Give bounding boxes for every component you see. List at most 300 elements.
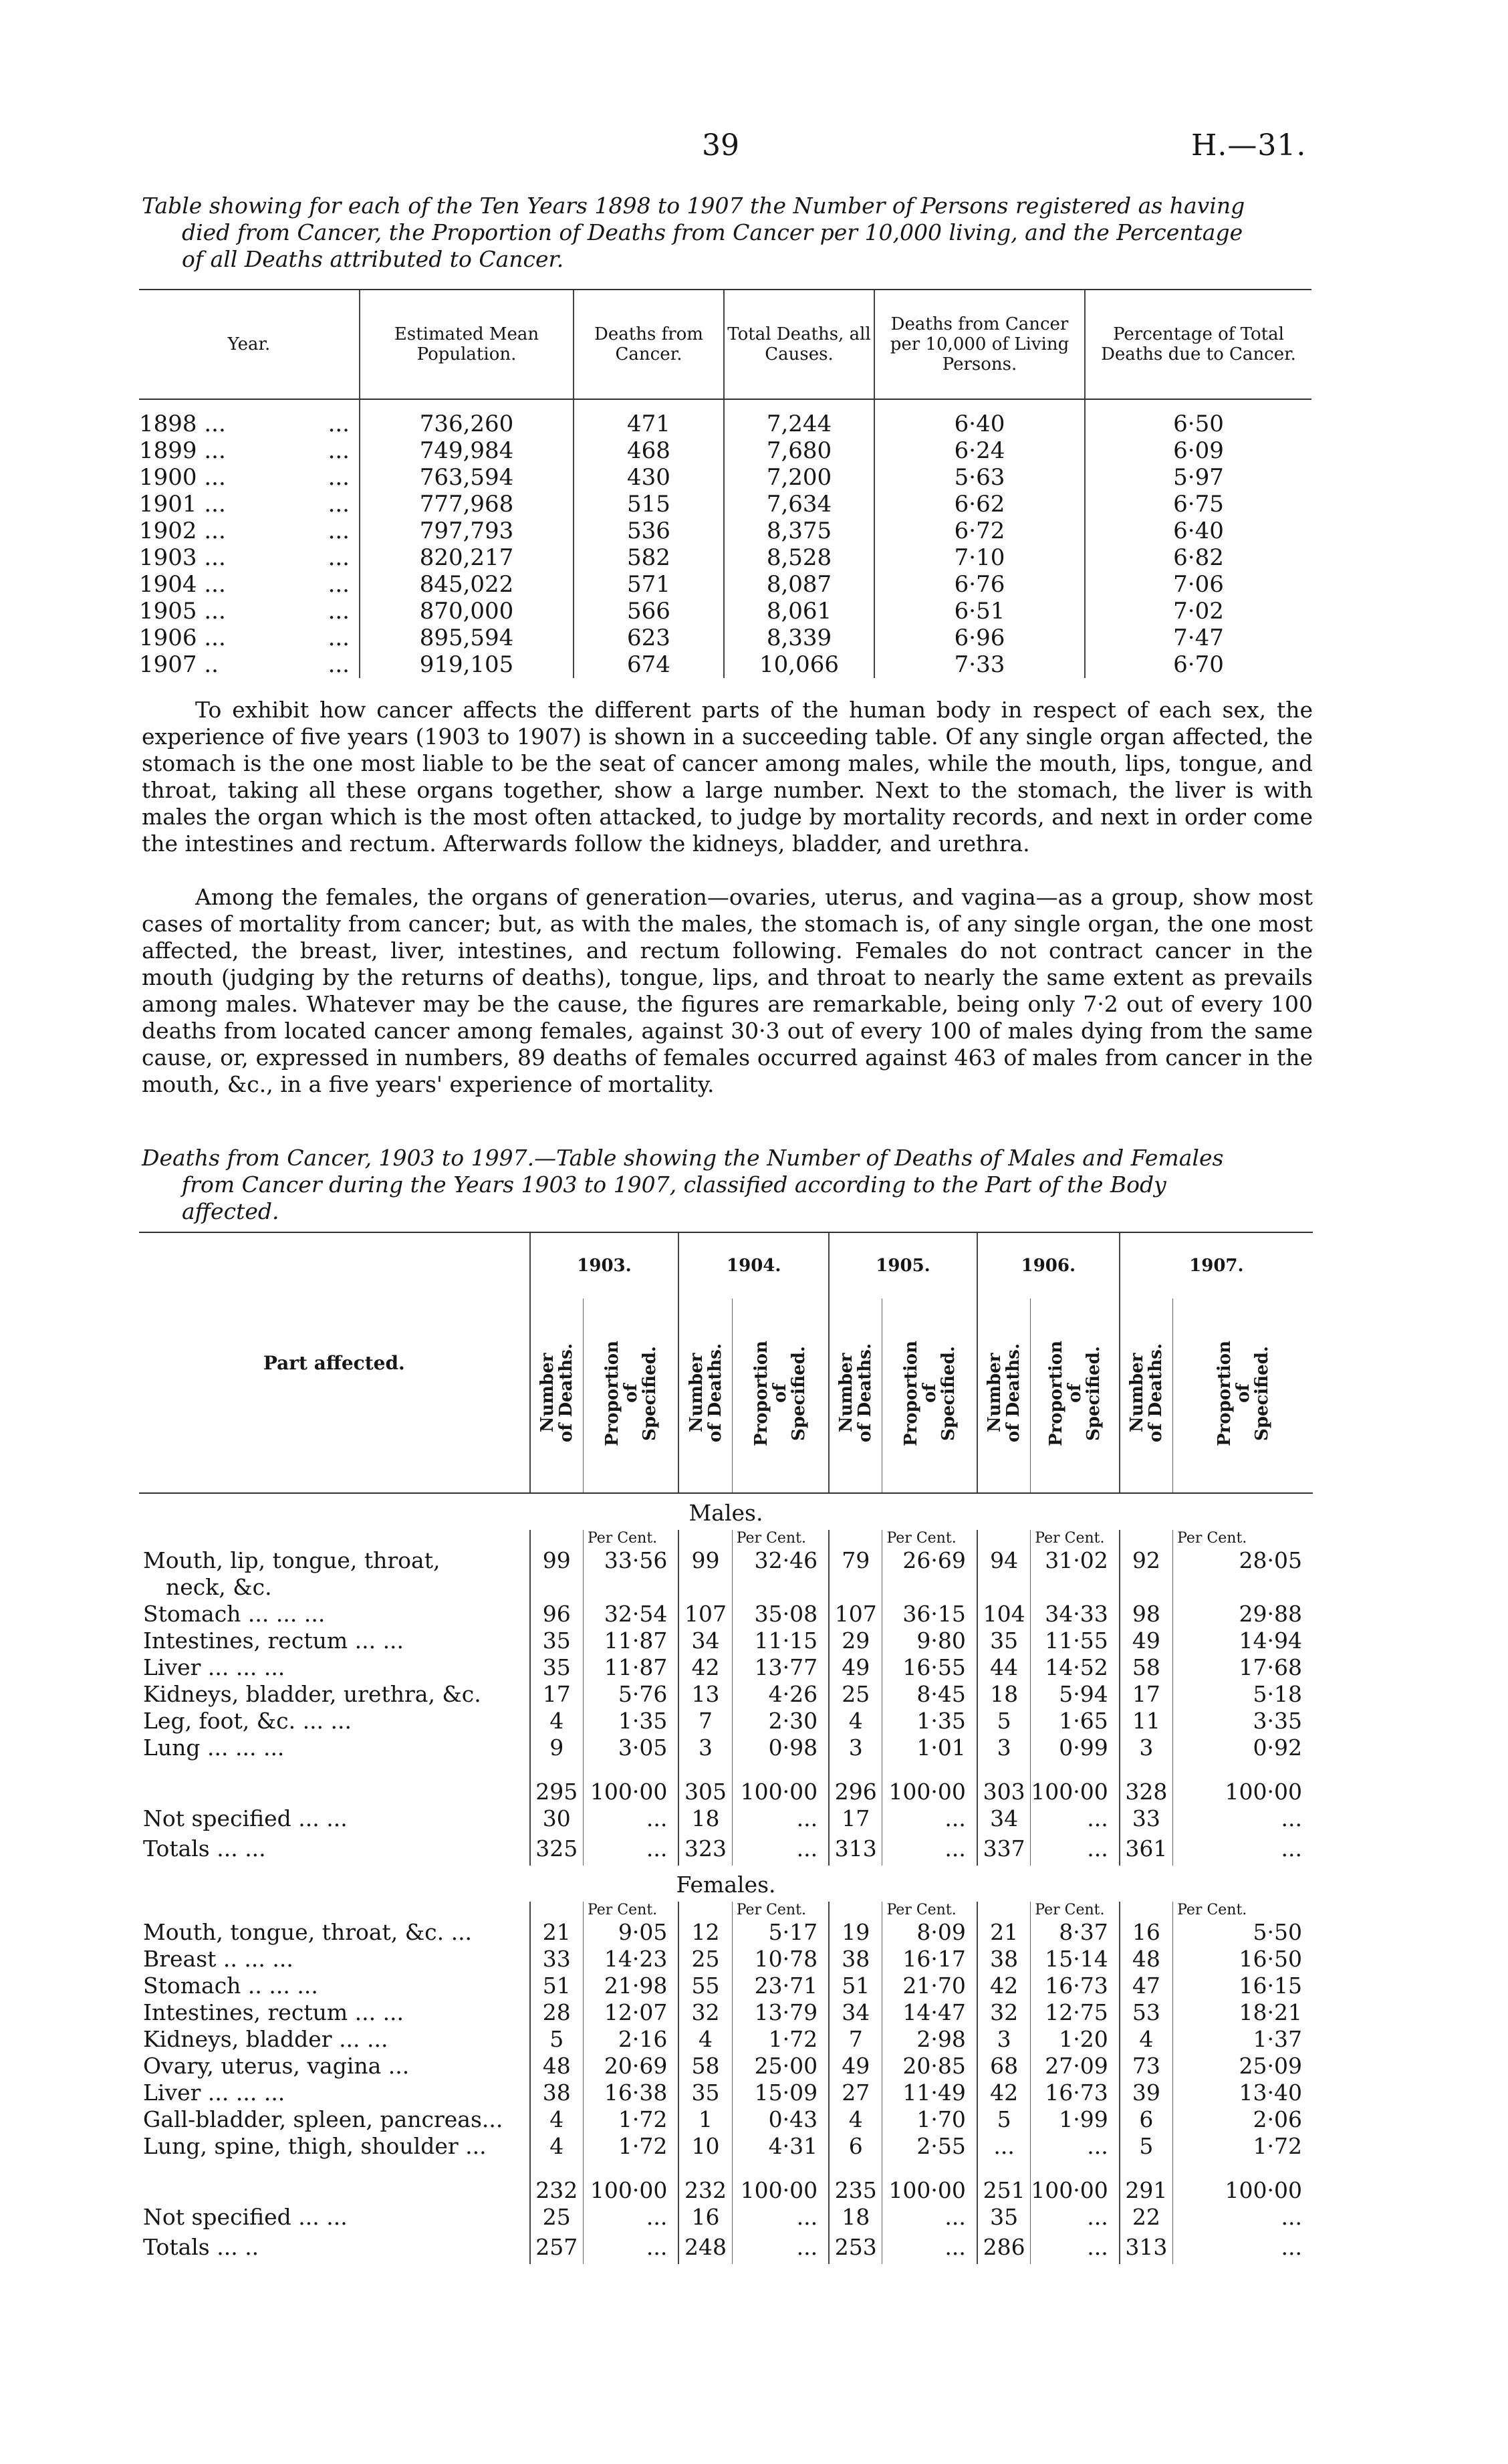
deaths-cell: 58 (1120, 1654, 1173, 1681)
proportion-cell: 11·87 (583, 1654, 678, 1681)
proportion-cell: 0·99 (1031, 1734, 1120, 1761)
deaths-cell (977, 1530, 1031, 1547)
deaths-cell (678, 2160, 732, 2177)
deaths-cell: 7 (678, 1708, 732, 1734)
proportion-cell: 32·54 (583, 1601, 678, 1628)
table-row (139, 651, 1311, 678)
total-deaths-cell: 10,066 (724, 651, 874, 678)
deaths-cell (1120, 1761, 1173, 1779)
proportion-cell (1173, 2160, 1313, 2177)
deaths-cell: 4 (829, 2106, 882, 2133)
empty-cell (1120, 1574, 1173, 1601)
deaths-cell: 361 (1120, 1832, 1173, 1866)
deaths-cell: 42 (977, 1973, 1031, 1999)
population-cell: 820,217 (360, 544, 574, 571)
proportion-cell: 8·37 (1031, 1919, 1120, 1946)
deaths-cell: 35 (977, 2204, 1031, 2231)
cancer-deaths-cell: 515 (574, 491, 724, 518)
deaths-cell: 4 (530, 1708, 584, 1734)
proportion-cell: 5·94 (1031, 1681, 1120, 1708)
row-label: Mouth, lip, tongue, throat, (143, 1547, 441, 1573)
part-affected-header: Part affected. (139, 1232, 530, 1493)
deaths-cell: 18 (977, 1681, 1031, 1708)
deaths-cell: 29 (829, 1628, 882, 1654)
empty-cell (1031, 1574, 1120, 1601)
deaths-cell: 253 (829, 2231, 882, 2264)
deaths-cell: 9 (530, 1734, 584, 1761)
proportion-cell: 13·77 (732, 1654, 829, 1681)
deaths-cell: 11 (1120, 1708, 1173, 1734)
proportion-cell: ... (732, 1805, 829, 1832)
table-row (139, 625, 1311, 651)
proportion-cell: Per Cent. (882, 1902, 977, 1919)
caption-line: from Cancer during the Years 1903 to 1907, classified according to the Part of the Body (182, 1171, 1166, 1198)
proportion-cell: 100·00 (882, 1779, 977, 1805)
deaths-cell (977, 1902, 1031, 1919)
deaths-cell: 25 (678, 1946, 732, 1973)
row-label: Ovary, uterus, vagina ... (143, 2053, 410, 2079)
percentage-cell: 7·06 (1085, 571, 1311, 598)
deaths-cell: 10 (678, 2133, 732, 2160)
year-cell: 1905 ... ... (139, 598, 350, 625)
deaths-cell: 17 (829, 1805, 882, 1832)
proportion-cell: 1·99 (1031, 2106, 1120, 2133)
year-cell: 1900 ... ... (139, 464, 350, 491)
deaths-cell: 6 (1120, 2106, 1173, 2133)
deaths-cell: 94 (977, 1547, 1031, 1574)
not-specified-row (139, 2204, 1313, 2231)
proportion-cell: 12·75 (1031, 1999, 1120, 2026)
deaths-cell: 104 (977, 1601, 1031, 1628)
deaths-cell (977, 1761, 1031, 1779)
deaths-cell: 55 (678, 1973, 732, 1999)
page-number: 39 (702, 128, 739, 162)
proportion-cell: ... (882, 1805, 977, 1832)
proportion-cell: 5·17 (732, 1919, 829, 1946)
table-row (139, 2053, 1313, 2080)
deaths-cell: 18 (678, 1805, 732, 1832)
proportion-cell: ... (732, 1832, 829, 1866)
deaths-cell: 107 (829, 1601, 882, 1628)
caption-line: died from Cancer, the Proportion of Deaths from Cancer per 10,000 living, and the Percentage (182, 219, 1243, 245)
total-deaths-cell: 8,339 (724, 625, 874, 651)
deaths-cell: 7 (829, 2026, 882, 2053)
proportion-cell: ... (583, 1832, 678, 1866)
proportion-cell: 2·16 (583, 2026, 678, 2053)
deaths-cell: 25 (530, 2204, 584, 2231)
deaths-cell: 98 (1120, 1601, 1173, 1628)
row-label: Gall-bladder, spleen, pancreas... (143, 2106, 503, 2132)
paragraph-1: To exhibit how cancer affects the different parts of the human body in respect of each sex, the experience of five years (1903 to 1907) is shown in a succeeding table. Of any single organ affected, the stomach is the one most liable to be the seat of cancer among males, while the mouth, lips, tongue, and throat, taking all these organs together, show a large number. Next to the stomach, the liver is with males the organ which is the most often attacked, to judge by mortality records, and next in order come the intestines and rectum. Afterwards follow the kidneys, bladder, and urethra. (142, 697, 1313, 857)
population-cell: 749,984 (360, 437, 574, 464)
proportion-cell: 2·55 (882, 2133, 977, 2160)
proportion-cell: 14·23 (583, 1946, 678, 1973)
table-row (139, 464, 1311, 491)
proportion-cell: 0·98 (732, 1734, 829, 1761)
deaths-cell: 6 (829, 2133, 882, 2160)
percentage-cell: 6·50 (1085, 399, 1311, 437)
proportion-cell: 100·00 (732, 2177, 829, 2204)
deaths-cell: 53 (1120, 1999, 1173, 2026)
caption-line: Table showing for each of the Ten Years 1898 to 1907 the Number of Persons registered as having (142, 193, 1245, 219)
year-cell: 1898 ... ... (139, 411, 350, 437)
deaths-cell: 325 (530, 1832, 584, 1866)
deaths-cell: 5 (530, 2026, 584, 2053)
subheader-proportion: Proportion of Specified. (583, 1299, 678, 1493)
col-header-population: Estimated Mean Population. (360, 290, 574, 399)
section-title-row (139, 1866, 1313, 1902)
proportion-cell (882, 1761, 977, 1779)
proportion-cell: 11·15 (732, 1628, 829, 1654)
year-cell: 1903 ... ... (139, 544, 350, 571)
population-cell: 870,000 (360, 598, 574, 625)
proportion-cell: 14·52 (1031, 1654, 1120, 1681)
row-label: Mouth, tongue, throat, &c. ... (143, 1919, 473, 1945)
deaths-cell: 305 (678, 1779, 732, 1805)
deaths-cell: 48 (1120, 1946, 1173, 1973)
proportion-cell: 16·73 (1031, 1973, 1120, 1999)
total-deaths-cell: 8,528 (724, 544, 874, 571)
deaths-cell (829, 1902, 882, 1919)
proportion-cell: 100·00 (732, 1779, 829, 1805)
deaths-cell (530, 1530, 584, 1547)
table-row (139, 518, 1311, 544)
table-row (139, 1681, 1313, 1708)
cancer-deaths-cell: 471 (574, 399, 724, 437)
row-label: Lung ... ... ... (143, 1734, 285, 1761)
table2-caption (142, 1145, 1318, 1225)
proportion-cell: 27·09 (1031, 2053, 1120, 2080)
table-row (139, 437, 1311, 464)
deaths-cell: 22 (1120, 2204, 1173, 2231)
cancer-deaths-cell: 536 (574, 518, 724, 544)
proportion-cell: 12·07 (583, 1999, 678, 2026)
row-label: Breast .. ... ... (143, 1946, 293, 1972)
percentage-cell: 7·02 (1085, 598, 1311, 625)
deaths-cell: 328 (1120, 1779, 1173, 1805)
deaths-cell: 3 (1120, 1734, 1173, 1761)
proportion-cell: ... (583, 1805, 678, 1832)
deaths-cell (1120, 2160, 1173, 2177)
proportion-cell: 11·49 (882, 2080, 977, 2106)
proportion-cell: ... (732, 2231, 829, 2264)
deaths-cell: 16 (1120, 1919, 1173, 1946)
row-label: Lung, spine, thigh, shoulder ... (143, 2133, 487, 2159)
proportion-cell (1173, 1761, 1313, 1779)
table-row (139, 2133, 1313, 2160)
empty-cell (530, 1574, 584, 1601)
subtotal-row (139, 2177, 1313, 2204)
table-row (139, 598, 1311, 625)
deaths-cell (530, 1902, 584, 1919)
deaths-cell: 21 (530, 1919, 584, 1946)
per-10000-cell: 6·76 (874, 571, 1085, 598)
col-header-total-deaths: Total Deaths, all Causes. (724, 290, 874, 399)
deaths-cell: 51 (530, 1973, 584, 1999)
deaths-cell: 35 (678, 2080, 732, 2106)
row-label: Not specified ... ... (143, 1805, 348, 1831)
empty-cell (829, 1574, 882, 1601)
proportion-cell: ... (1031, 1805, 1120, 1832)
total-deaths-cell: 7,634 (724, 491, 874, 518)
proportion-cell: Per Cent. (583, 1902, 678, 1919)
proportion-cell: 4·31 (732, 2133, 829, 2160)
deaths-cell: 42 (678, 1654, 732, 1681)
proportion-cell: 9·80 (882, 1628, 977, 1654)
proportion-cell: ... (1173, 1805, 1313, 1832)
percentage-cell: 7·47 (1085, 625, 1311, 651)
percentage-cell: 5·97 (1085, 464, 1311, 491)
table-row (139, 571, 1311, 598)
row-label: Totals ... .. (143, 2234, 259, 2260)
deaths-cell (829, 1530, 882, 1547)
per-cent-row (139, 1902, 1313, 1919)
proportion-cell: 17·68 (1173, 1654, 1313, 1681)
paragraph-2: Among the females, the organs of generation—ovaries, uterus, and vagina—as a group, show most cases of mortality from cancer; but, as with the males, the stomach is, of any single organ, the one most affected, the breast, liver, intestines, and rectum following. Females do not contract cancer in the mouth (judging by the returns of deaths), tongue, lips, and throat to nearly the same extent as prevails among males. Whatever may be the cause, the figures are remarkable, being only 7·2 out of every 100 deaths from located cancer among females, against 30·3 out of every 100 of males dying from the same cause, or, expressed in numbers, 89 deaths of females occurred against 463 of males from cancer in the mouth, &c., in a five years' experience of mortality. (142, 884, 1313, 1097)
deaths-cell: 323 (678, 1832, 732, 1866)
proportion-cell: ... (882, 2204, 977, 2231)
year-cell: 1901 ... ... (139, 491, 350, 518)
deaths-cell (1120, 1902, 1173, 1919)
deaths-cell: 30 (530, 1805, 584, 1832)
row-label (139, 2160, 530, 2177)
deaths-cell: 303 (977, 1779, 1031, 1805)
proportion-cell: 100·00 (1173, 1779, 1313, 1805)
deaths-cell (829, 2160, 882, 2177)
deaths-cell: 3 (829, 1734, 882, 1761)
year-cell: 1899 ... ... (139, 437, 350, 464)
col-header-cancer-deaths: Deaths from Cancer. (574, 290, 724, 399)
deaths-cell: 34 (678, 1628, 732, 1654)
subheader-proportion: Proportion of Specified. (1173, 1299, 1313, 1493)
proportion-cell: 100·00 (1031, 1779, 1120, 1805)
proportion-cell: 2·98 (882, 2026, 977, 2053)
proportion-cell (732, 2160, 829, 2177)
cancer-deaths-cell: 623 (574, 625, 724, 651)
row-label: Leg, foot, &c. ... ... (143, 1708, 352, 1734)
proportion-cell: 5·50 (1173, 1919, 1313, 1946)
proportion-cell: 26·69 (882, 1547, 977, 1574)
population-cell: 895,594 (360, 625, 574, 651)
deaths-cell: 248 (678, 2231, 732, 2264)
proportion-cell: 16·73 (1031, 2080, 1120, 2106)
proportion-cell: 100·00 (583, 1779, 678, 1805)
subheader-number-of-deaths: Number of Deaths. (678, 1299, 732, 1493)
proportion-cell: ... (1031, 2231, 1120, 2264)
table-row (139, 2106, 1313, 2133)
proportion-cell: 36·15 (882, 1601, 977, 1628)
deaths-cell: 33 (1120, 1805, 1173, 1832)
deaths-cell: 4 (530, 2106, 584, 2133)
row-label: Liver ... ... ... (143, 2080, 285, 2106)
proportion-cell: 35·08 (732, 1601, 829, 1628)
deaths-cell: 17 (1120, 1681, 1173, 1708)
per-cent-row (139, 1530, 1313, 1547)
subtotal-row (139, 1779, 1313, 1805)
proportion-cell: 1·01 (882, 1734, 977, 1761)
deaths-cell: 39 (1120, 2080, 1173, 2106)
total-deaths-cell: 7,680 (724, 437, 874, 464)
empty-cell (882, 1574, 977, 1601)
proportion-cell: 33·56 (583, 1547, 678, 1574)
proportion-cell: 28·05 (1173, 1547, 1313, 1574)
proportion-cell: 16·50 (1173, 1946, 1313, 1973)
deaths-cell: 5 (1120, 2133, 1173, 2160)
deaths-cell: 3 (678, 1734, 732, 1761)
proportion-cell: Per Cent. (882, 1530, 977, 1547)
row-label: Totals ... ... (143, 1835, 266, 1862)
proportion-cell: 100·00 (1031, 2177, 1120, 2204)
deaths-cell: 32 (977, 1999, 1031, 2026)
females-section-title: Females. (676, 1872, 776, 1898)
deaths-cell: 99 (678, 1547, 732, 1574)
proportion-cell: 21·70 (882, 1973, 977, 1999)
deaths-cell: 49 (829, 2053, 882, 2080)
percentage-cell: 6·70 (1085, 651, 1311, 678)
deaths-cell: 107 (678, 1601, 732, 1628)
proportion-cell (1031, 2160, 1120, 2177)
deaths-cell (530, 1761, 584, 1779)
empty-cell (583, 1574, 678, 1601)
deaths-cell: 235 (829, 2177, 882, 2204)
proportion-cell: 1·72 (583, 2133, 678, 2160)
row-label (139, 1779, 530, 1805)
deaths-cell: 19 (829, 1919, 882, 1946)
proportion-cell: 1·20 (1031, 2026, 1120, 2053)
percentage-cell: 6·82 (1085, 544, 1311, 571)
deaths-cell: 35 (530, 1628, 584, 1654)
table-row (139, 544, 1311, 571)
table-row (139, 1601, 1313, 1628)
row-label: neck, &c. (166, 1574, 272, 1600)
population-cell: 777,968 (360, 491, 574, 518)
cancer-deaths-cell: 674 (574, 651, 724, 678)
proportion-cell: Per Cent. (1173, 1902, 1313, 1919)
deaths-cell: 313 (829, 1832, 882, 1866)
subheader-number-of-deaths: Number of Deaths. (530, 1299, 584, 1493)
deaths-cell: 12 (678, 1919, 732, 1946)
subheader-proportion: Proportion of Specified. (1031, 1299, 1120, 1493)
deaths-cell: 3 (977, 1734, 1031, 1761)
per-10000-cell: 6·51 (874, 598, 1085, 625)
per-10000-cell: 6·62 (874, 491, 1085, 518)
cancer-deaths-cell: 430 (574, 464, 724, 491)
row-label: Not specified ... ... (143, 2204, 348, 2230)
proportion-cell: 100·00 (882, 2177, 977, 2204)
total-deaths-cell: 7,200 (724, 464, 874, 491)
proportion-cell: ... (1173, 2231, 1313, 2264)
proportion-cell: 8·09 (882, 1919, 977, 1946)
deaths-cell: 38 (530, 2080, 584, 2106)
proportion-cell: 3·35 (1173, 1708, 1313, 1734)
proportion-cell (583, 1761, 678, 1779)
caption-line: Deaths from Cancer, 1903 to 1997.—Table showing the Number of Deaths of Males and Females (142, 1145, 1224, 1171)
spacer-row (139, 1761, 1313, 1779)
deaths-cell: 42 (977, 2080, 1031, 2106)
total-deaths-cell: 8,061 (724, 598, 874, 625)
deaths-cell: 3 (977, 2026, 1031, 2053)
empty-cell (678, 1574, 732, 1601)
proportion-cell: 23·71 (732, 1973, 829, 1999)
deaths-cell: 251 (977, 2177, 1031, 2204)
caption-line: affected. (182, 1198, 279, 1224)
proportion-cell: Per Cent. (583, 1530, 678, 1547)
year-cell: 1906 ... ... (139, 625, 350, 651)
proportion-cell: 4·26 (732, 1681, 829, 1708)
table-row (139, 2080, 1313, 2106)
proportion-cell: ... (732, 2204, 829, 2231)
deaths-cell (678, 1902, 732, 1919)
proportion-cell: 16·55 (882, 1654, 977, 1681)
proportion-cell: 16·17 (882, 1946, 977, 1973)
table-row-continued (139, 1574, 1313, 1601)
proportion-cell (732, 1761, 829, 1779)
year-header-1904: 1904. (678, 1232, 829, 1299)
proportion-cell: 20·85 (882, 2053, 977, 2080)
proportion-cell: 34·33 (1031, 1601, 1120, 1628)
deaths-cell: 96 (530, 1601, 584, 1628)
per-10000-cell: 5·63 (874, 464, 1085, 491)
deaths-cell: 25 (829, 1681, 882, 1708)
total-deaths-cell: 8,375 (724, 518, 874, 544)
deaths-cell: 13 (678, 1681, 732, 1708)
table-row (139, 1628, 1313, 1654)
row-label: Stomach ... ... ... (143, 1601, 326, 1627)
deaths-cell: 79 (829, 1547, 882, 1574)
population-cell: 763,594 (360, 464, 574, 491)
table-row (139, 2026, 1313, 2053)
proportion-cell: 100·00 (583, 2177, 678, 2204)
deaths-cell: 18 (829, 2204, 882, 2231)
not-specified-row (139, 1805, 1313, 1832)
deaths-cell: 49 (829, 1654, 882, 1681)
deaths-cell: 5 (977, 2106, 1031, 2133)
deaths-cell: 44 (977, 1654, 1031, 1681)
document-reference: H.—31. (1191, 128, 1307, 162)
proportion-cell: 25·09 (1173, 2053, 1313, 2080)
table-row (139, 1547, 1313, 1574)
proportion-cell: 11·55 (1031, 1628, 1120, 1654)
deaths-cell (977, 2160, 1031, 2177)
deaths-cell: 28 (530, 1999, 584, 2026)
deaths-cell: 35 (530, 1654, 584, 1681)
row-label: Kidneys, bladder ... ... (143, 2026, 388, 2052)
proportion-cell (1031, 1761, 1120, 1779)
proportion-cell: Per Cent. (732, 1530, 829, 1547)
proportion-cell: 11·87 (583, 1628, 678, 1654)
row-label (139, 1902, 530, 1919)
proportion-cell: Per Cent. (1173, 1530, 1313, 1547)
population-cell: 797,793 (360, 518, 574, 544)
deaths-cell (678, 1530, 732, 1547)
cancer-deaths-cell: 566 (574, 598, 724, 625)
proportion-cell: ... (1173, 1832, 1313, 1866)
table-row (139, 1946, 1313, 1973)
deaths-cell: 38 (977, 1946, 1031, 1973)
deaths-cell: 286 (977, 2231, 1031, 2264)
proportion-cell: 8·45 (882, 1681, 977, 1708)
row-label (139, 1530, 530, 1547)
proportion-cell: 31·02 (1031, 1547, 1120, 1574)
proportion-cell: 1·72 (583, 2106, 678, 2133)
deaths-cell: 17 (530, 1681, 584, 1708)
proportion-cell: ... (1031, 1832, 1120, 1866)
proportion-cell: Per Cent. (1031, 1902, 1120, 1919)
proportion-cell: ... (1173, 2204, 1313, 2231)
proportion-cell (882, 2160, 977, 2177)
cancer-ten-year-table (139, 289, 1311, 678)
row-label (139, 2177, 530, 2204)
